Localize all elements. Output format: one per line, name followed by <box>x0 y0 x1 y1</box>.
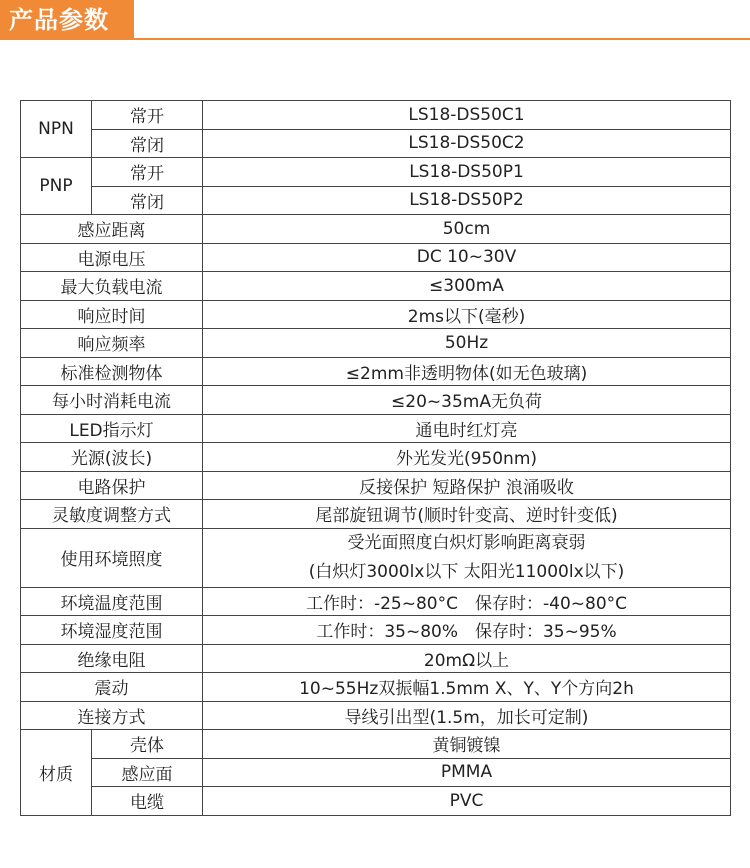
section-title: 产品参数 <box>0 0 134 40</box>
spec-value: DC 10~30V <box>203 243 731 272</box>
material-label: 材质 <box>21 730 92 816</box>
pnp-nc-label: 常闭 <box>92 186 203 215</box>
pnp-no-value: LS18-DS50P1 <box>203 158 731 187</box>
spec-value: 2ms以下(毫秒) <box>203 300 731 329</box>
spec-label: 光源(波长) <box>21 443 203 472</box>
spec-value: ≤300mA <box>203 272 731 301</box>
environment-label: 使用环境照度 <box>21 528 203 587</box>
spec-value: 20mΩ以上 <box>203 644 731 673</box>
npn-label: NPN <box>21 101 92 158</box>
table-row <box>21 644 731 673</box>
table-row <box>21 386 731 415</box>
spec-value: ≤20~35mA无负荷 <box>203 386 731 415</box>
table-row <box>21 300 731 329</box>
spec-label: 最大负载电流 <box>21 272 203 301</box>
spec-value: 50cm <box>203 215 731 244</box>
header-divider <box>0 38 750 40</box>
table-row <box>21 528 731 587</box>
table-row <box>21 500 731 529</box>
spec-label: 电源电压 <box>21 243 203 272</box>
table-row <box>21 186 731 215</box>
spec-label: 感应距离 <box>21 215 203 244</box>
spec-value: ≤2mm非透明物体(如无色玻璃) <box>203 357 731 386</box>
table-row <box>21 101 731 130</box>
npn-nc-value: LS18-DS50C2 <box>203 129 731 158</box>
material-item-value: 黄铜镀镍 <box>203 730 731 759</box>
material-item-label: 壳体 <box>92 730 203 759</box>
spec-label: 响应时间 <box>21 300 203 329</box>
environment-value <box>203 528 731 587</box>
table-row <box>21 158 731 187</box>
table-row <box>21 129 731 158</box>
environment-line-2: (白炽灯3000lx以下 太阳光11000lx以下) <box>308 561 625 582</box>
spec-value: 10~55Hz双振幅1.5mm X、Y、Y个方向2h <box>203 673 731 702</box>
table-row <box>21 443 731 472</box>
environment-line-1: 受光面照度白炽灯影响距离衰弱 <box>347 532 586 553</box>
spec-label: 每小时消耗电流 <box>21 386 203 415</box>
spec-label: 震动 <box>21 673 203 702</box>
spec-value: 反接保护 短路保护 浪涌吸收 <box>203 471 731 500</box>
spec-label: 环境湿度范围 <box>21 616 203 645</box>
npn-no-label: 常开 <box>92 101 203 130</box>
material-item-value: PVC <box>203 787 731 816</box>
table-row <box>21 357 731 386</box>
spec-value: 工作时：-25~80°C 保存时：-40~80°C <box>203 587 731 616</box>
table-row <box>21 471 731 500</box>
spec-value: 50Hz <box>203 329 731 358</box>
material-item-label: 电缆 <box>92 787 203 816</box>
table-row <box>21 414 731 443</box>
npn-nc-label: 常闭 <box>92 129 203 158</box>
spec-label: 标准检测物体 <box>21 357 203 386</box>
table-row <box>21 673 731 702</box>
table-row <box>21 758 731 787</box>
table-row <box>21 701 731 730</box>
spec-value: 导线引出型(1.5m，加长可定制) <box>203 701 731 730</box>
table-row <box>21 587 731 616</box>
material-item-value: PMMA <box>203 758 731 787</box>
spec-label: 响应频率 <box>21 329 203 358</box>
table-row <box>21 616 731 645</box>
table-row <box>21 329 731 358</box>
table-row <box>21 730 731 759</box>
spec-value: 通电时红灯亮 <box>203 414 731 443</box>
pnp-nc-value: LS18-DS50P2 <box>203 186 731 215</box>
spec-value: 工作时：35~80% 保存时：35~95% <box>203 616 731 645</box>
spec-label: 电路保护 <box>21 471 203 500</box>
npn-no-value: LS18-DS50C1 <box>203 101 731 130</box>
spec-table <box>20 100 731 816</box>
spec-label: 灵敏度调整方式 <box>21 500 203 529</box>
spec-label: 环境温度范围 <box>21 587 203 616</box>
table-row <box>21 787 731 816</box>
spec-value: 外光发光(950nm) <box>203 443 731 472</box>
table-row <box>21 272 731 301</box>
pnp-no-label: 常开 <box>92 158 203 187</box>
material-item-label: 感应面 <box>92 758 203 787</box>
spec-label: LED指示灯 <box>21 414 203 443</box>
table-row <box>21 243 731 272</box>
table-row <box>21 215 731 244</box>
pnp-label: PNP <box>21 158 92 215</box>
spec-label: 连接方式 <box>21 701 203 730</box>
spec-label: 绝缘电阻 <box>21 644 203 673</box>
spec-value: 尾部旋钮调节(顺时针变高、逆时针变低) <box>203 500 731 529</box>
